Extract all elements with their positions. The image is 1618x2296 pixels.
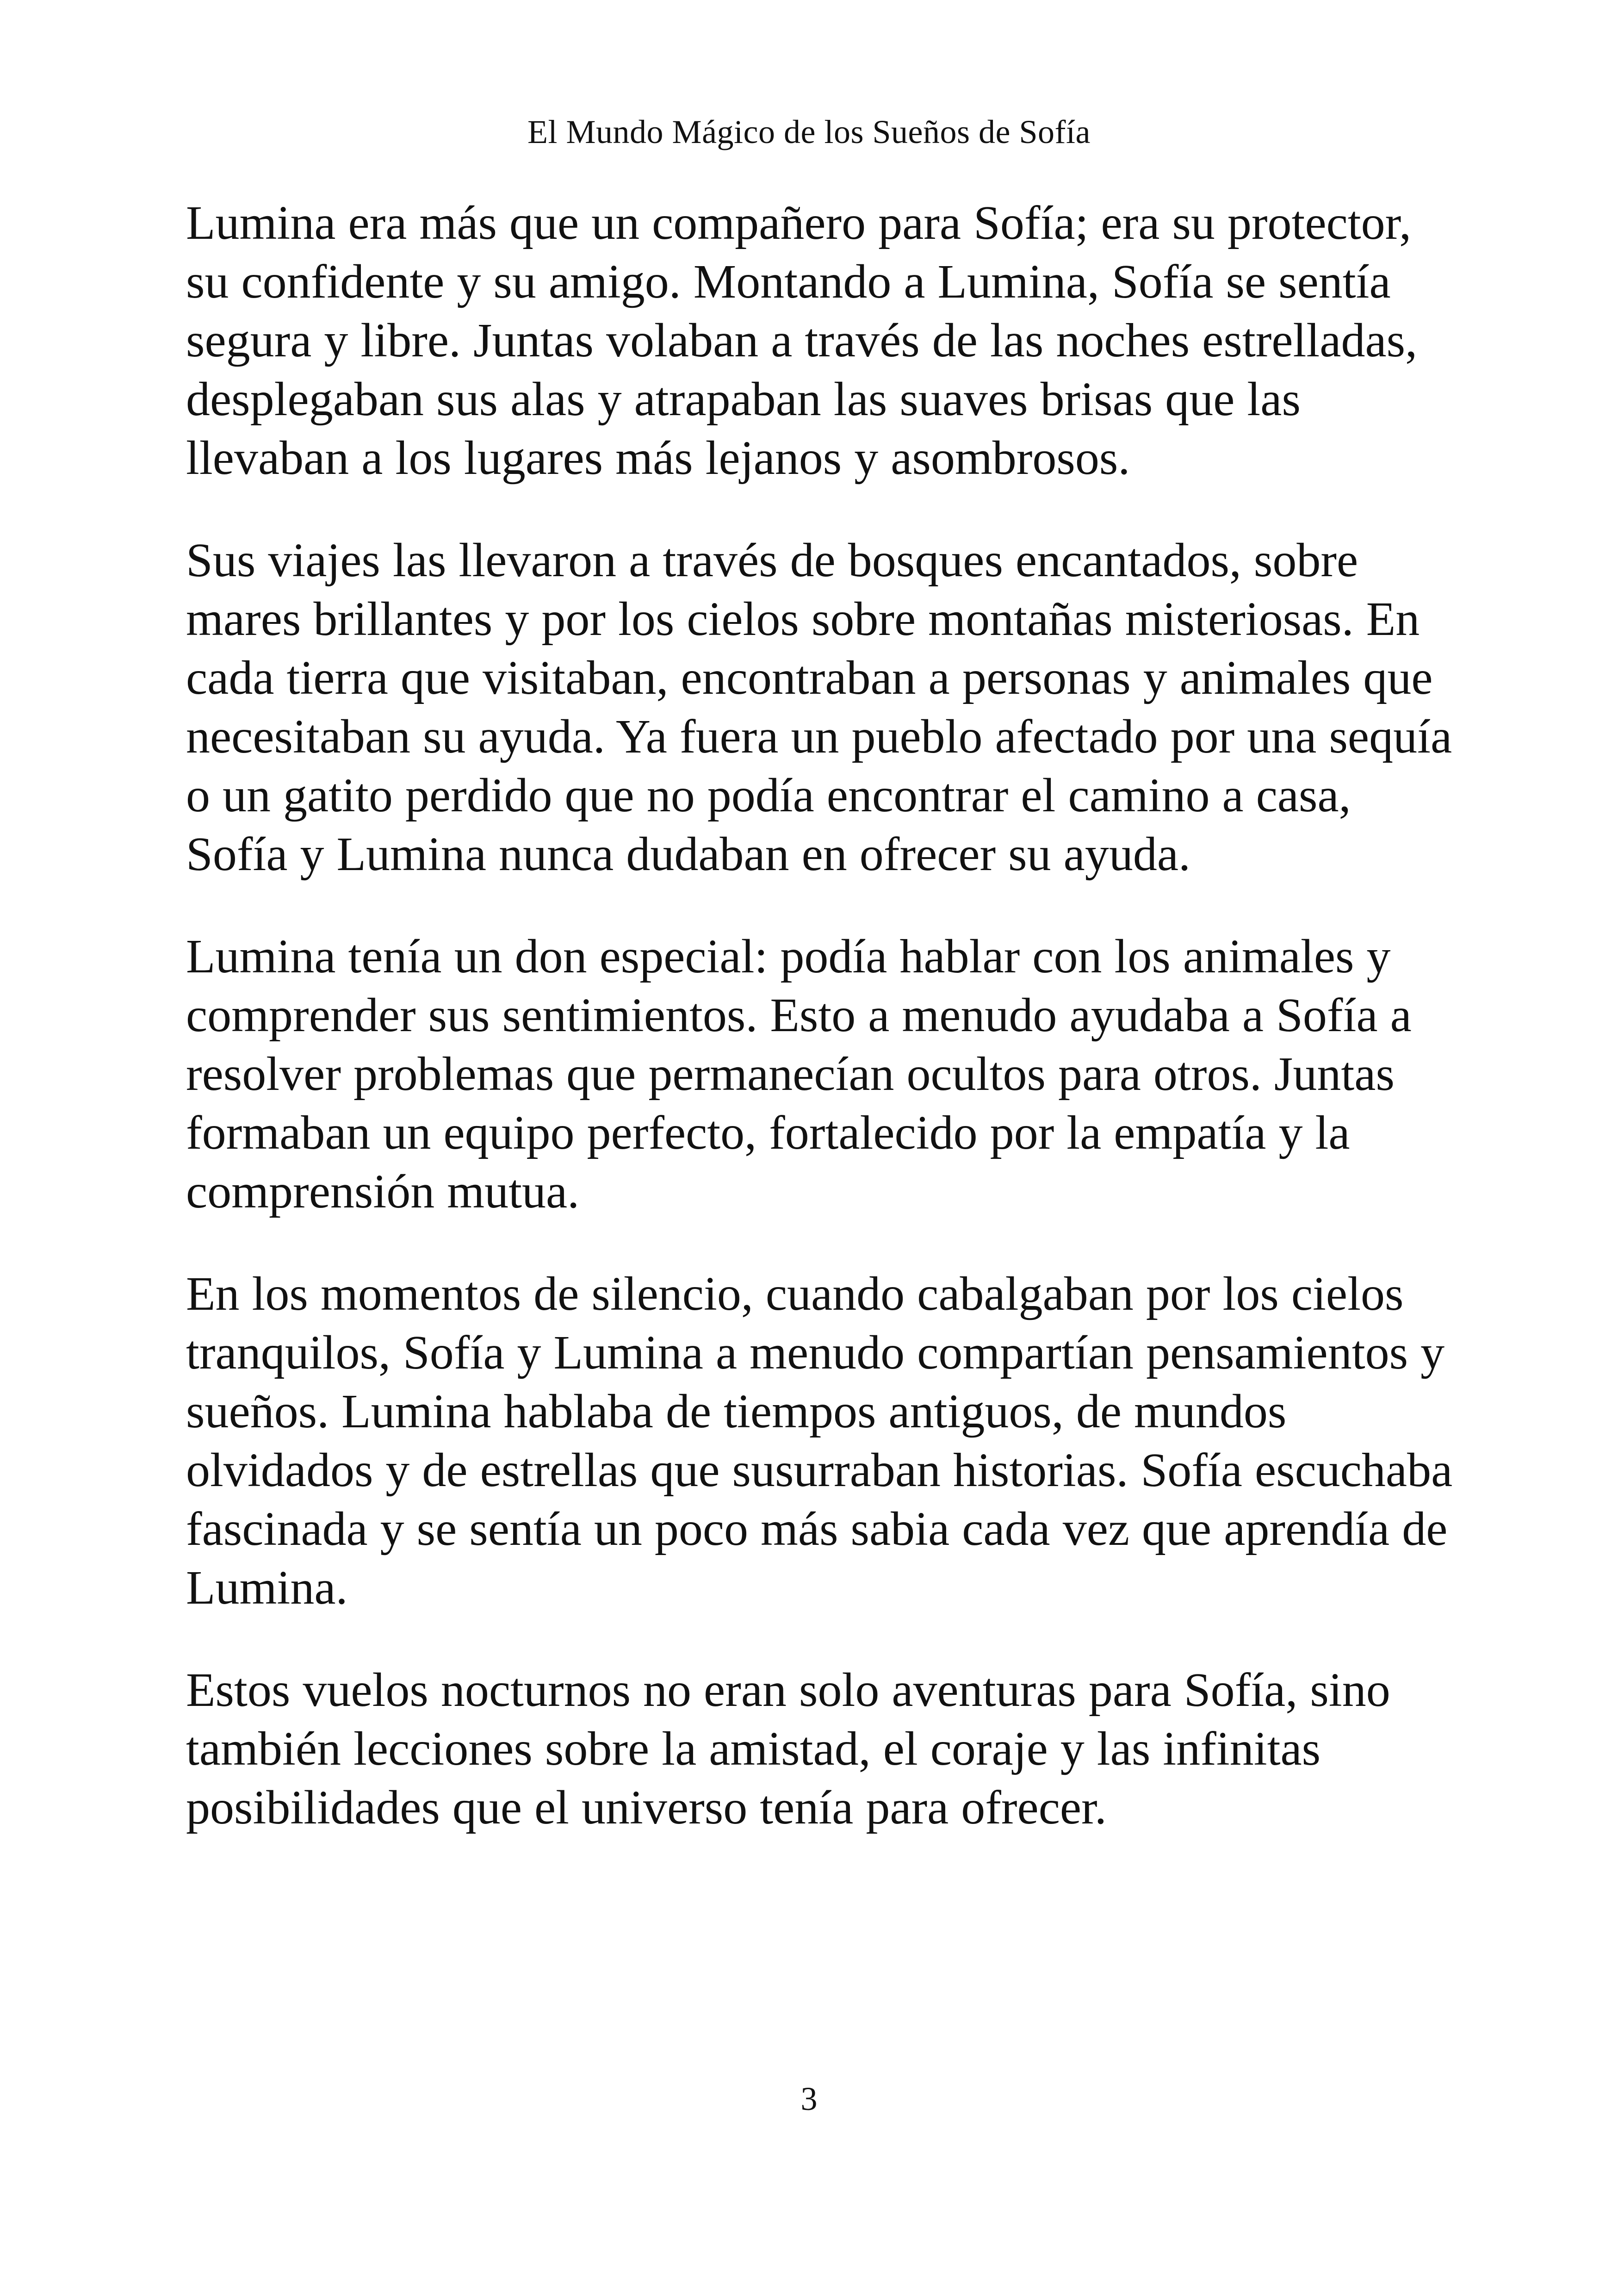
page-number: 3 xyxy=(800,2080,818,2117)
paragraph-3: Lumina tenía un don especial: podía hablar con los animales y comprender sus sentimientos. Esto a menudo ayudaba a Sofía a resolver problemas que permanecían ocultos para otros. Juntas formaban un equipo perfecto, fortalecido por la empatía y la comprensión mutua. xyxy=(186,930,1412,1218)
paragraph-1: Lumina era más que un compañero para Sofía; era su protector, su confidente y su amigo. Montando a Lumina, Sofía se sentía segura y libre. Juntas volaban a través de las noches estrelladas, desplegaban sus alas y atrapaban las suaves brisas que las llevaban a los lugares más lejanos y asombrosos. xyxy=(186,196,1418,485)
paragraph-5: Estos vuelos nocturnos no eran solo aventuras para Sofía, sino también lecciones sobre la amistad, el coraje y las infinitas posibilidades que el universo tenía para ofrecer. xyxy=(186,1663,1390,1834)
body-text xyxy=(186,193,1463,1880)
running-header: El Mundo Mágico de los Sueños de Sofía xyxy=(527,113,1091,150)
paragraph-4: En los momentos de silencio, cuando cabalgaban por los cielos tranquilos, Sofía y Lumina a menudo compartían pensamientos y sueños. Lumina hablaba de tiempos antiguos, de mundos olvidados y de estrellas que susurraban historias. Sofía escuchaba fascinada y se sentía un poco más sabia cada vez que aprendía de Lumina. xyxy=(186,1267,1453,1614)
paragraph-2: Sus viajes las llevaron a través de bosques encantados, sobre mares brillantes y por los cielos sobre montañas misteriosas. En cada tierra que visitaban, encontraban a personas y animales que necesitaban su ayuda. Ya fuera un pueblo afectado por una sequía o un gatito perdido que no podía encontrar el camino a casa, Sofía y Lumina nunca dudaban en ofrecer su ayuda. xyxy=(186,534,1452,881)
